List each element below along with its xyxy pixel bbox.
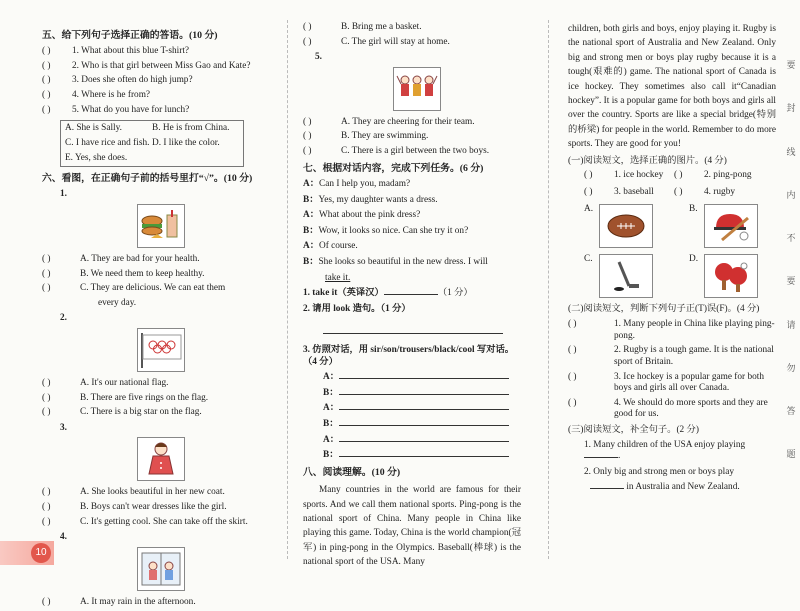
task-3-blank[interactable] <box>339 378 509 379</box>
left-column: 五、给下列句子选择正确的答语。(10 分) ( ) 1. What about this blue T-shirt? ( ) 2. Who is that girl between Miss Gao and Kate? ( ) 3. Does she often do high jump? ( ) 4. Where is he from? ( ) 5. What do you have for lunch? A. She is Sally. B. He is from China. C. I have rice and fish. D. I like the color. E. Yes, she does. 六、看图，在正确句子前的括号里打“√”。(10 分) 1. ( ) A. They are bad for your health. ( ) B. We need them to keep healthy. ( ) C. They are delicious. We can eat them every day. 2. ( ) A. It's our national flag. ( ) B. There are five rings on the flag. ( ) C. There is a big star on the flag. 3. ( ) A. She looks beautiful in her new coat. ( ) B. Boys can't wear dresses like the girl. ( ) C. It's getting cool. She can take off the skirt. 4. ( ) A. It may rain in the afternoon. <box>42 28 274 611</box>
tick-box[interactable]: ( ) <box>303 116 312 127</box>
section-7-title: 七、根据对话内容，完成下列任务。(6 分) <box>303 162 484 174</box>
tick-box[interactable]: ( ) <box>42 378 51 388</box>
page-number: 10 <box>31 543 51 563</box>
take-it-underlined: take it. <box>325 272 351 283</box>
rugby-ball-picture <box>599 204 653 248</box>
answer-blank[interactable]: ( ) <box>584 170 593 181</box>
tick-box[interactable]: ( ) <box>42 283 51 294</box>
fill-blank[interactable] <box>590 488 624 489</box>
q2-option-b: ( ) B. There are five rings on the flag. <box>42 392 209 403</box>
reading-passage-part-2: children, both girls and boys, enjoy playing it. Rugby is the national sport of Australia and New Zealand. Only big and strong men or boys play rugby because it is a tough(艰难的) game. The national sport of Canada is ice hockey. They sometimes also call it“Canadian hockey”. It is a popular game for both boys and girls all over the country. Sports are like a special bridge(特别的桥梁) for people in the world. Remember to do more sports. They are good for you! <box>568 24 776 150</box>
answer-blank[interactable]: ( ) <box>674 186 683 197</box>
baseball-picture <box>704 204 758 248</box>
q4-option-c: ( ) C. The girl will stay at home. <box>303 36 450 47</box>
answer-blank[interactable]: ( ) <box>568 319 577 330</box>
section-8-title: 八、阅读理解。(10 分) <box>303 466 401 478</box>
fill-sentence-1: 1. Many children of the USA enjoy playing . <box>584 439 746 462</box>
column-divider <box>548 20 549 559</box>
option-c: C. I have rice and fish. <box>65 137 150 148</box>
answer-blank[interactable]: ( ) <box>42 60 51 71</box>
tick-box[interactable]: ( ) <box>42 487 51 498</box>
q1-number: 1. <box>60 189 67 200</box>
q1-option-a: ( ) A. They are bad for your health. <box>42 253 200 264</box>
option-d: D. I like the color. <box>152 137 220 148</box>
tf-item-2: ( ) 2. Rugby is a tough game. It is the national sport of Britain. <box>568 345 774 367</box>
tf-item-4: ( ) 4. We should do more sports and they are good for us. <box>568 397 768 420</box>
tick-box[interactable]: ( ) <box>303 146 312 157</box>
reading-passage-part-1: Many countries in the world are famous for their sports. And we call them national sports. Ping-pong is the national sport of China. Many people in China like playing this game. Today, China is the world champion(冠军) in ping-pong in the Olympics. Baseball(棒球) is the national sport of the USA. Many <box>303 485 521 568</box>
q2-option-a: ( ) A. It's our national flag. <box>42 378 169 388</box>
answer-blank[interactable]: ( ) <box>42 104 51 115</box>
tick-box[interactable]: ( ) <box>42 392 51 403</box>
answer-blank[interactable]: ( ) <box>42 75 51 86</box>
part-2-title: (二)阅读短文，判断下列句子正(T)误(F)。(4 分) <box>568 304 760 315</box>
tick-box[interactable]: ( ) <box>42 268 51 279</box>
task-3-line: B： <box>303 388 521 400</box>
tf-item-1: ( ) 1. Many people in China like playing ping- pong. <box>568 319 775 341</box>
task-1: 1. take it（英译汉） （1 分） <box>303 288 473 299</box>
fill-blank[interactable] <box>584 457 618 458</box>
section-6-title: 六、看图，在正确句子前的括号里打“√”。(10 分) <box>42 173 253 185</box>
tick-box[interactable]: ( ) <box>42 516 51 527</box>
option-a: A. She is Sally. <box>65 123 122 134</box>
tick-box[interactable]: ( ) <box>303 22 312 32</box>
task-1-blank[interactable] <box>384 294 438 295</box>
q1-option-b: ( ) B. We need them to keep healthy. <box>42 268 205 279</box>
dialogue-line: B：Wow, it looks so nice. Can she try it on? <box>303 225 469 236</box>
q4-number: 4. <box>60 532 67 543</box>
task-3-blank[interactable] <box>339 409 509 410</box>
task-3: 3. 仿照对话，用 sir/son/trousers/black/cool 写对话。（4 分） <box>303 344 515 367</box>
answer-options-box <box>60 120 244 167</box>
food-picture <box>137 204 185 248</box>
q3-option-c: ( ) C. It's getting cool. She can take off the skirt. <box>42 516 248 527</box>
q3-option-b: ( ) B. Boys can't wear dresses like the girl. <box>42 502 227 513</box>
q5-option-b: ( ) B. They are swimming. <box>303 131 429 142</box>
dialogue-line: B：She looks so beautiful in the new dress. I will <box>303 256 488 267</box>
q3-number: 3. <box>60 422 67 433</box>
dialogue-line: A：Can I help you, madam? <box>303 178 411 189</box>
part-1-items: ( ) 1. ice hockey ( ) 2. ping-pong ( ) 3. baseball ( ) 4. rugby <box>584 170 752 197</box>
ping-pong-picture <box>704 254 758 298</box>
girl-coat-picture <box>137 437 185 481</box>
task-3-blank[interactable] <box>339 425 509 426</box>
part-1-title: (一)阅读短文，选择正确的图片。(4 分) <box>568 155 727 166</box>
girls-window-picture <box>137 547 185 591</box>
q4-option-a: ( ) A. It may rain in the afternoon. <box>42 596 196 607</box>
q1-option-c: ( ) C. They are delicious. We can eat them <box>42 283 226 294</box>
answer-blank[interactable]: ( ) <box>568 345 577 356</box>
middle-column <box>303 22 521 570</box>
s5-item-3: ( ) 3. Does she often do high jump? <box>42 75 193 86</box>
q3-option-a: ( ) A. She looks beautiful in her new coat. <box>42 487 225 498</box>
task-3-blank[interactable] <box>339 441 509 442</box>
task-3-line: A： <box>303 435 521 447</box>
dialogue-line: A：What about the pink dress? <box>303 210 421 221</box>
q2-number: 2. <box>60 313 67 324</box>
s5-item-2: ( ) 2. Who is that girl between Miss Gao and Kate? <box>42 60 251 71</box>
tick-box[interactable]: ( ) <box>303 131 312 142</box>
q4-option-b: ( ) B. Bring me a basket. <box>303 22 422 32</box>
column-divider <box>287 20 288 559</box>
answer-blank[interactable]: ( ) <box>42 90 51 101</box>
s5-item-5: ( ) 5. What do you have for lunch? <box>42 104 190 115</box>
q2-option-c: ( ) C. There is a big star on the flag. <box>42 407 202 418</box>
task-3-blank[interactable] <box>339 394 509 395</box>
task-3-line: A： <box>303 372 521 384</box>
task-2: 2. 请用 look 造句。（1 分） <box>303 303 411 314</box>
q5-number: 5. <box>315 52 322 63</box>
answer-blank[interactable]: ( ) <box>568 397 577 408</box>
dialogue-line: A：Of course. <box>303 241 358 252</box>
tf-item-3: ( ) 3. Ice hockey is a popular game for both boys and girls all over Canada. <box>568 371 764 394</box>
option-b: B. He is from China. <box>152 123 230 134</box>
tick-box[interactable]: ( ) <box>42 253 51 264</box>
answer-blank[interactable]: ( ) <box>42 46 51 57</box>
s5-item-4: ( ) 4. Where is he from? <box>42 90 151 101</box>
answer-blank[interactable]: ( ) <box>584 186 593 197</box>
task-3-line: A： <box>303 403 521 415</box>
tick-box[interactable]: ( ) <box>42 596 51 607</box>
answer-blank[interactable]: ( ) <box>674 170 683 181</box>
task-3-line: B： <box>303 450 521 462</box>
ice-hockey-picture <box>599 254 653 298</box>
q5-option-a: ( ) A. They are cheering for their team. <box>303 116 475 127</box>
part-3-title: (三)阅读短文，补全句子。(2 分) <box>568 424 699 435</box>
task-3-blank[interactable] <box>339 456 509 457</box>
tick-box[interactable]: ( ) <box>303 36 312 47</box>
tick-box[interactable]: ( ) <box>42 407 51 418</box>
section-5-items <box>42 46 274 116</box>
option-e: E. Yes, she does. <box>65 152 128 163</box>
children-cheering-picture <box>393 67 441 111</box>
fill-sentence-2: 2. Only big and strong men or boys play <box>584 466 735 477</box>
right-column: children, both girls and boys, enjoy playing it. Rugby is the national sport of Australia and New Zealand. Only big and strong men or boys play rugby because it is a tough(艰难的) game. The national sport of Canada is ice hockey. They sometimes also call it“Canadian hockey”. It is a popular game for both boys and girls all over the country. Sports are like a special bridge(特别的桥梁) for people in the world. Remember to do more sports. They are good for you! (一)阅读短文，选择正确的图片。(4 分) ( ) 1. ice hockey ( ) 2. ping-pong ( ) 3. baseball ( ) 4. rugby A. B. C. D. (二)阅读短文，判断下列句子正(T)误(F)。(4 分) ( ) 1. Many people in China like playing ping- pong. ( ) 2. Rugby is a tough game. It is the national sport of Britain. ( ) 3. Ice hockey is a popular game for both boys and girls all over Canada. ( ) 4. We should do more sports and they are good for us. (三)阅读短文，补全句子。(2 分) 1. Many children of the USA enjoy playing . 2. Only big and strong men or boys play in Australia and New Zealand. <box>568 24 776 493</box>
task-2-blank[interactable] <box>323 333 503 334</box>
dialogue-line: B：Yes, my daughter wants a dress. <box>303 194 438 205</box>
q5-option-c: ( ) C. There is a girl between the two boys. <box>303 146 490 157</box>
sport-pictures: A. B. C. D. <box>584 204 776 298</box>
task-3-line: B： <box>303 419 521 431</box>
s5-item-1: ( ) 1. What about this blue T-shirt? <box>42 46 190 57</box>
section-5-title: 五、给下列句子选择正确的答语。(10 分) <box>42 30 218 41</box>
olympic-flag-picture <box>137 328 185 372</box>
answer-blank[interactable]: ( ) <box>568 371 577 382</box>
side-margin-text: 要 封 线 内 不 要 请 勿 答 题 <box>786 60 796 460</box>
tick-box[interactable]: ( ) <box>42 502 51 513</box>
